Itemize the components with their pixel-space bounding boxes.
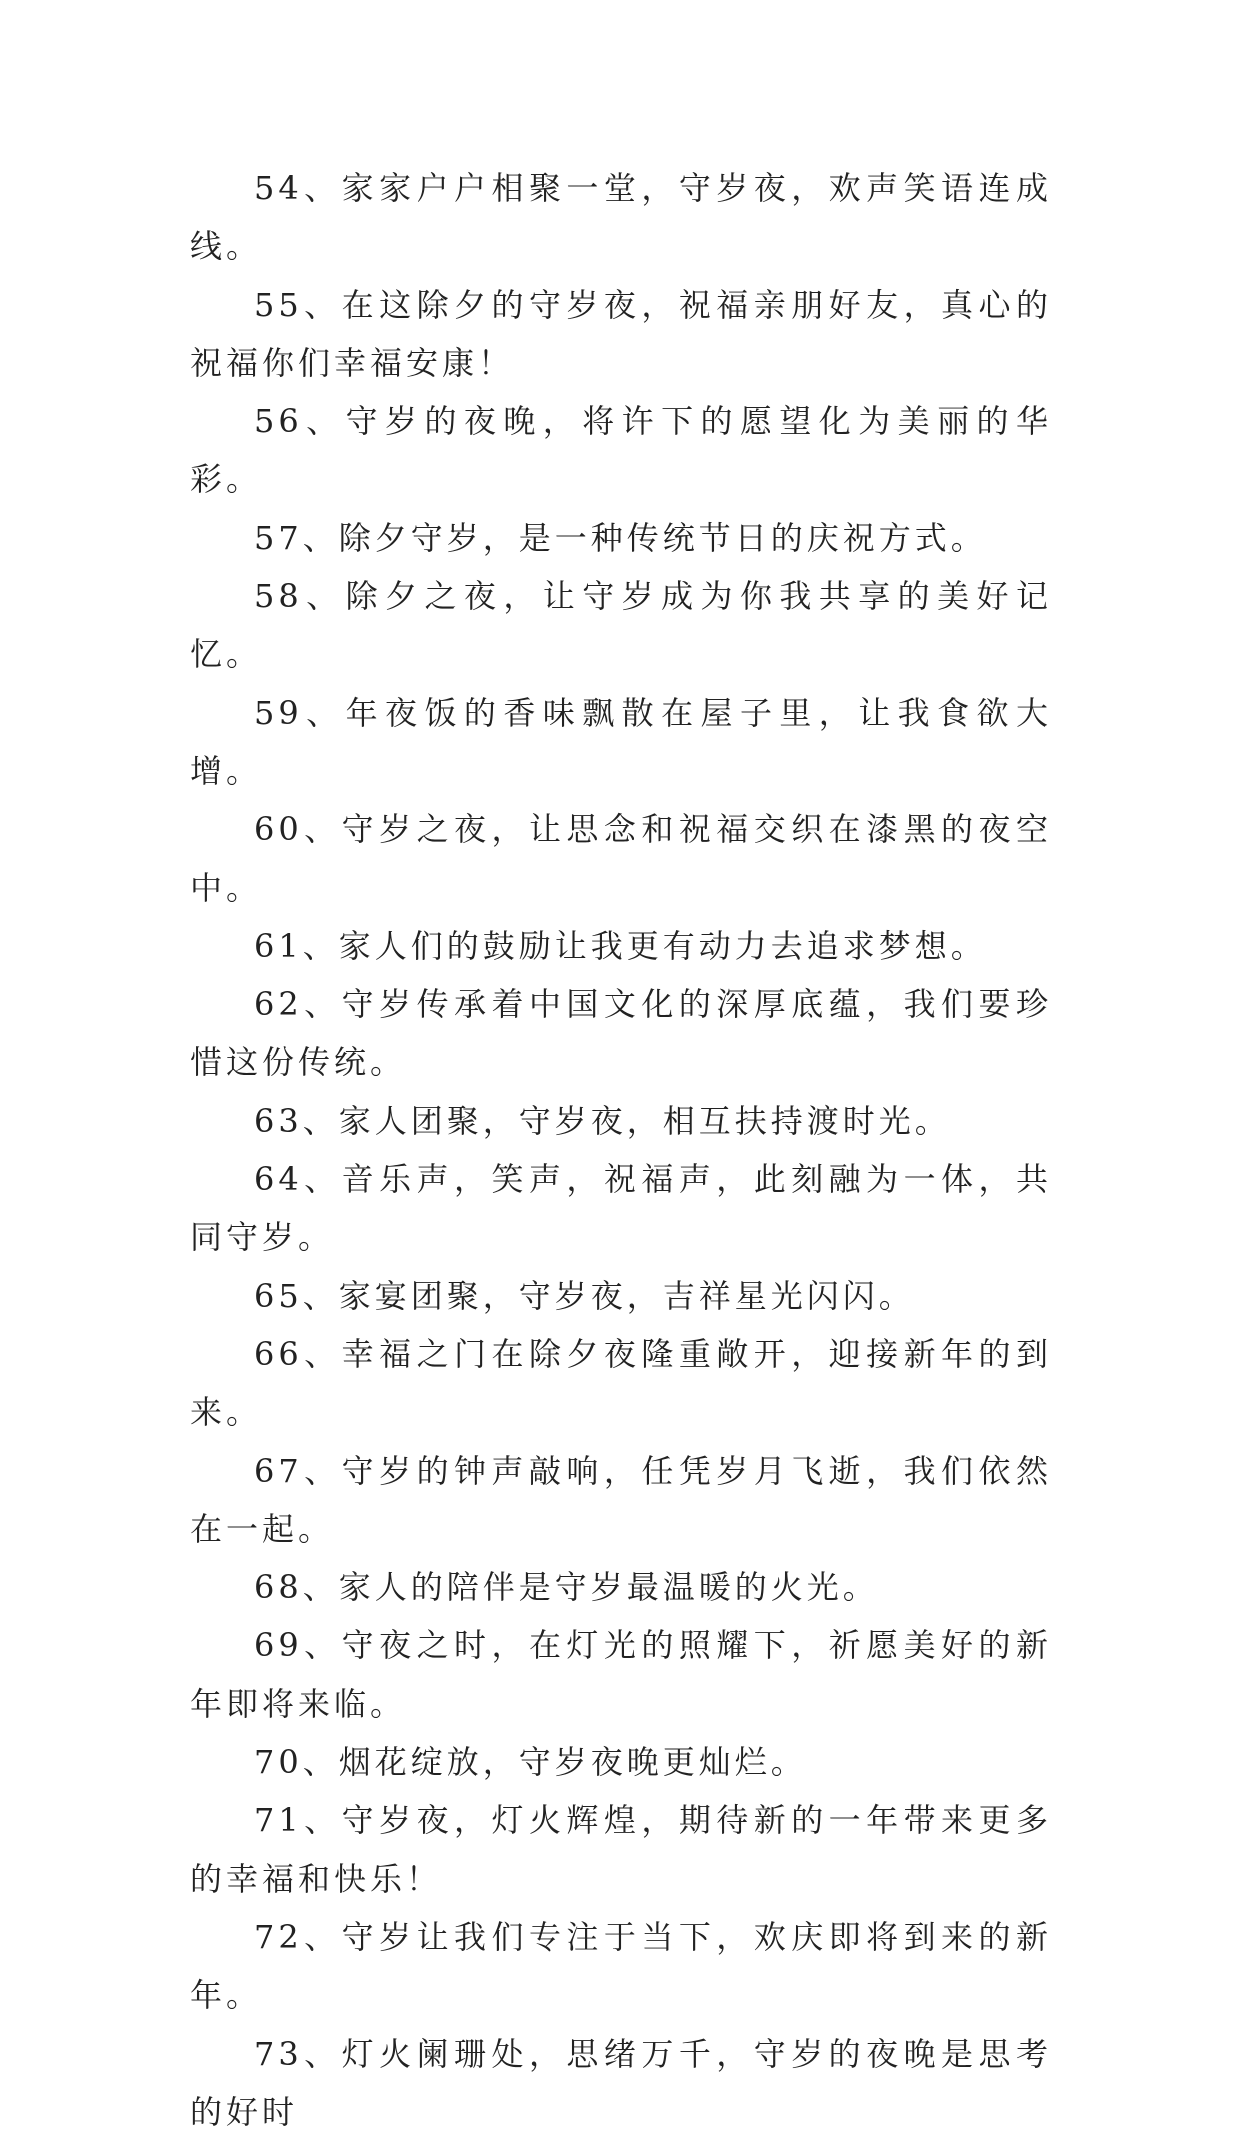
- document-body: [190, 159, 1052, 2141]
- paragraph-56: 56、守岁的夜晚，将许下的愿望化为美丽的华彩。: [190, 392, 1052, 509]
- paragraph-60: 60、守岁之夜，让思念和祝福交织在漆黑的夜空中。: [190, 800, 1052, 917]
- paragraph-55: 55、在这除夕的守岁夜，祝福亲朋好友，真心的祝福你们幸福安康！: [190, 276, 1052, 393]
- paragraph-64: 64、音乐声，笑声，祝福声，此刻融为一体，共同守岁。: [190, 1150, 1052, 1267]
- paragraph-54: 54、家家户户相聚一堂，守岁夜，欢声笑语连成线。: [190, 159, 1052, 276]
- paragraph-71: 71、守岁夜，灯火辉煌，期待新的一年带来更多的幸福和快乐！: [190, 1791, 1052, 1908]
- paragraph-73: 73、灯火阑珊处，思绪万千，守岁的夜晚是思考的好时: [190, 2025, 1052, 2141]
- paragraph-63: 63、家人团聚，守岁夜，相互扶持渡时光。: [190, 1092, 1052, 1150]
- paragraph-57: 57、除夕守岁，是一种传统节日的庆祝方式。: [190, 509, 1052, 567]
- paragraph-66: 66、幸福之门在除夕夜隆重敞开，迎接新年的到来。: [190, 1325, 1052, 1442]
- paragraph-69: 69、守夜之时，在灯光的照耀下，祈愿美好的新年即将来临。: [190, 1616, 1052, 1733]
- paragraph-67: 67、守岁的钟声敲响，任凭岁月飞逝，我们依然在一起。: [190, 1442, 1052, 1559]
- paragraph-68: 68、家人的陪伴是守岁最温暖的火光。: [190, 1558, 1052, 1616]
- paragraph-72: 72、守岁让我们专注于当下，欢庆即将到来的新年。: [190, 1908, 1052, 2025]
- paragraph-70: 70、烟花绽放，守岁夜晚更灿烂。: [190, 1733, 1052, 1791]
- paragraph-62: 62、守岁传承着中国文化的深厚底蕴，我们要珍惜这份传统。: [190, 975, 1052, 1092]
- paragraph-61: 61、家人们的鼓励让我更有动力去追求梦想。: [190, 917, 1052, 975]
- paragraph-59: 59、年夜饭的香味飘散在屋子里，让我食欲大增。: [190, 684, 1052, 801]
- paragraph-65: 65、家宴团聚，守岁夜，吉祥星光闪闪。: [190, 1267, 1052, 1325]
- paragraph-58: 58、除夕之夜，让守岁成为你我共享的美好记忆。: [190, 567, 1052, 684]
